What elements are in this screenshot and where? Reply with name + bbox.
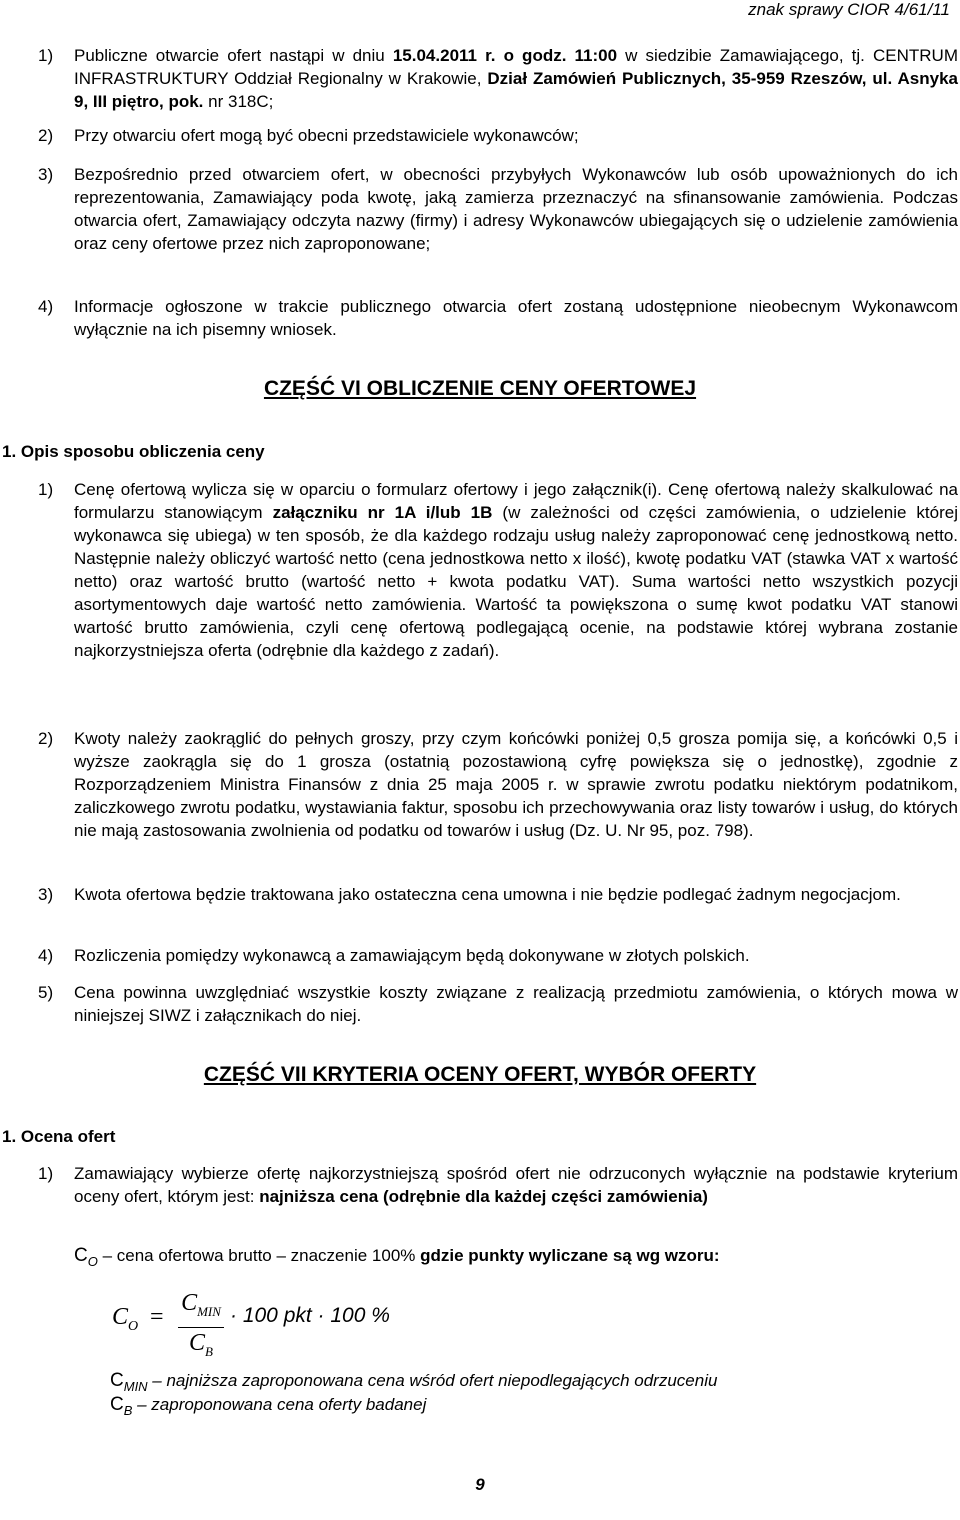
section-6-item-3 — [38, 883, 958, 906]
section-6-subtitle: 1. Opis sposobu obliczenia ceny — [2, 442, 265, 461]
fraction-denominator — [178, 1330, 224, 1365]
section-6-item-5 — [38, 981, 958, 1027]
co-symbol — [74, 1245, 98, 1269]
section-7-subtitle: 1. Ocena ofert — [2, 1127, 116, 1146]
text-segment: – cena ofertowa brutto – znaczenie 100% — [97, 1246, 421, 1265]
symbol-letter: C — [74, 1245, 88, 1266]
denominator-subscript: B — [205, 1343, 213, 1359]
symbol-subscript: O — [87, 1253, 98, 1269]
section-6-item-2 — [38, 727, 958, 842]
opening-item-4 — [38, 295, 958, 341]
item-text — [74, 44, 958, 113]
equals-sign: = — [150, 1304, 164, 1330]
item-number: 5) — [38, 983, 54, 1002]
item-number: 1) — [38, 480, 54, 499]
text-segment: w siedzibie Zamawiającego, tj. CENTRUM INFRASTRUKTURY Oddział Regionalny w Krakowie, — [74, 46, 958, 88]
date-time: 15.04.2011 r. o godz. 11:00 — [392, 46, 618, 65]
item-number: 3) — [38, 165, 54, 184]
item-text: Informacje ogłoszone w trakcie publicznego otwarcia ofert zostaną udostępnione nieobecnym Wykonawcom wyłącznie na ich pisemny wniosek. — [74, 297, 958, 339]
opening-item-1 — [38, 44, 958, 113]
item-number: 4) — [38, 946, 54, 965]
cb-symbol — [110, 1394, 133, 1418]
lhs-letter: C — [112, 1304, 129, 1330]
item-number: 2) — [38, 126, 54, 145]
scoring-formula — [112, 1290, 512, 1360]
item-text: Bezpośrednio przed otwarciem ofert, w obecności przybyłych Wykonawców lub osób upoważnionych do ich reprezentowania, Zamawiający poda kwotę, jaką zamierza przeznaczyć na sfinansowanie zamówienia. Podczas otwarcia ofert, Zamawiający odczyta nazwy (firmy) i adresy Wykonawców ubiegających się o udzielenie zamówienia oraz ceny ofertowe przez nich zaproponowane; — [74, 165, 958, 253]
case-reference: znak sprawy CIOR 4/61/11 — [748, 0, 950, 19]
criterion: najniższa cena (odrębnie dla każdej części zamówienia) — [259, 1187, 708, 1206]
co-definition — [74, 1245, 720, 1269]
numerator-letter: C — [181, 1290, 198, 1316]
formula-multiplier: · 100 pkt · 100 % — [230, 1304, 390, 1327]
cmin-symbol — [110, 1370, 148, 1394]
section-6-item-1 — [38, 478, 958, 662]
symbol-letter: C — [110, 1370, 124, 1391]
item-number: 4) — [38, 297, 54, 316]
fraction-bar — [178, 1327, 224, 1328]
item-number: 3) — [38, 885, 54, 904]
section-7-title: CZĘŚĆ VII KRYTERIA OCENY OFERT, WYBÓR OFERTY — [203, 1063, 757, 1086]
item-number: 2) — [38, 729, 54, 748]
symbol-subscript: MIN — [123, 1378, 148, 1394]
opening-item-3 — [38, 163, 958, 255]
address: Dział Zamówień Publicznych, 35-959 Rzeszów, ul. Asnyka 9, III piętro, pok. — [74, 69, 958, 111]
item-number: 1) — [38, 46, 54, 65]
fraction-numerator — [178, 1290, 224, 1325]
section-6-title: CZĘŚĆ VI OBLICZENIE CENY OFERTOWEJ — [263, 377, 697, 400]
text-segment: nr 318C; — [203, 92, 274, 111]
page-number: 9 — [475, 1475, 485, 1494]
symbol-letter: C — [110, 1394, 124, 1415]
section-7-item-1 — [38, 1162, 958, 1208]
item-text: Cena powinna uwzględniać wszystkie koszty związane z realizacją przedmiotu zamówienia, o których mowa w niniejszej SIWZ i załącznikach do niej. — [74, 983, 958, 1025]
item-number: 1) — [38, 1164, 54, 1183]
opening-item-2 — [38, 124, 958, 147]
numerator-subscript: MIN — [197, 1303, 221, 1319]
legend-cmin — [110, 1370, 717, 1394]
formula-fraction — [178, 1290, 224, 1365]
text-segment: gdzie punkty wyliczane są wg wzoru: — [420, 1246, 720, 1265]
legend-text: – zaproponowana cena oferty badanej — [132, 1395, 427, 1414]
item-text — [74, 1162, 958, 1208]
item-text: Przy otwarciu ofert mogą być obecni przedstawiciele wykonawców; — [74, 126, 579, 145]
legend-text: – najniższa zaproponowana cena wśród ofert niepodlegających odrzuceniu — [147, 1371, 718, 1390]
text-segment: Cenę ofertową wylicza się w oparciu o formularz ofertowy i jego załącznik(i). Cenę ofertową należy skalkulować na formularzu stanowiącym — [74, 480, 958, 522]
item-text: Kwota ofertowa będzie traktowana jako ostateczna cena umowna i nie będzie podlegać żadnym negocjacjom. — [74, 885, 901, 904]
text-segment: Publiczne otwarcie ofert nastąpi w dniu — [74, 46, 393, 65]
section-6-item-4 — [38, 944, 958, 967]
lhs-subscript: O — [128, 1318, 139, 1334]
item-text: Kwoty należy zaokrąglić do pełnych groszy, przy czym końcówki poniżej 0,5 grosza pomija się, a końcówki 0,5 i wyższe zaokrągla się do 1 grosza (ostatnią pozostawioną cyfrę powiększa się o jednostkę), zgodnie z Rozporządzeniem Ministra Finansów z dnia 25 maja 2005 r. w sprawie zwrotu podatku niektórym podatnikom, zaliczkowego zwrotu podatku, wystawiania faktur, sposobu ich przechowywania oraz listy towarów i usług, do których nie mają zastosowania zwolnienia od podatku od towarów i usług (Dz. U. Nr 95, poz. 798). — [74, 729, 958, 840]
text-segment: (w zależności od części zamówienia, o udzielenie której wykonawca się ubiega) w ten sposób, że dla każdego rodzaju usług należy zaproponować cenę jednostkową netto. Następnie należy obliczyć wartość netto (cena jednostkowa netto x ilość), kwotę podatku VAT (stawka VAT x wartość netto) oraz wartość brutto (wartość netto + kwota podatku VAT). Suma wartości netto wszystkich pozycji asortymentowych daje wartość netto zamówienia. Wartość ta powiększona o sumę kwot podatku VAT stanowi wartość brutto zamówienia, czyli cenę ofertową podlegającą ocenie, na podstawie której wybrana zostanie najkorzystniejsza oferta (odrębnie dla każdego z zadań). — [74, 503, 958, 660]
text-segment: Zamawiający wybierze ofertę najkorzystniejszą spośród ofert nie odrzuconych wyłącznie na podstawie kryterium oceny ofert, którym jest: — [74, 1164, 958, 1206]
formula-lhs — [112, 1304, 138, 1335]
item-text — [74, 478, 958, 662]
attachment-reference: załączniku nr 1A i/lub 1B — [272, 503, 493, 522]
symbol-subscript: B — [123, 1402, 133, 1418]
legend-cb — [110, 1394, 426, 1418]
item-text: Rozliczenia pomiędzy wykonawcą a zamawiającym będą dokonywane w złotych polskich. — [74, 946, 750, 965]
denominator-letter: C — [189, 1329, 206, 1356]
